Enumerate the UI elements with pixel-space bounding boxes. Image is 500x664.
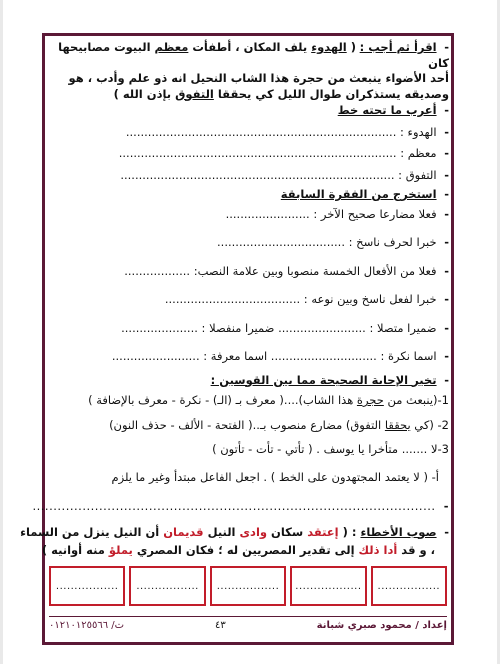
worksheet-content bbox=[20, 40, 449, 559]
footer-author bbox=[317, 620, 447, 631]
underlined-hodoo: الهدوء bbox=[311, 40, 347, 54]
passage-line-3: وصديقه يستذكران طوال الليل كي يحققا التفوق بإذن الله ) bbox=[113, 86, 449, 101]
extract-section-title: استخرج من الفقرة السابقة bbox=[280, 187, 437, 201]
footer-phone: ت/ ٠١٢١٠١٢٥٥٦٦ bbox=[49, 619, 125, 631]
answer-box[interactable]: ................. bbox=[49, 566, 125, 606]
answer-box[interactable]: ................. bbox=[371, 566, 447, 606]
extract-item: - خبرا لحرف ناسخ : ................................... bbox=[217, 235, 449, 249]
extract-section-title-row: - استخرج من الفقرة السابقة bbox=[280, 187, 449, 201]
parse-section-title-row: - أعرب ما تحته خط bbox=[337, 103, 449, 117]
parse-item: - الهدوء : .......................................................................... bbox=[125, 124, 449, 139]
choose-question-2: 2- (كي يحققا التفوق) مضارع منصوب بـ..( الفتحة - الألف - حذف النون) bbox=[109, 417, 449, 432]
choose-section-title: تخير الإجابة الصحيحة مما بين القوسين : bbox=[210, 372, 437, 387]
extract-item: - فعلا من الأفعال الخمسة منصوبا وبين علامة النصب: .................. bbox=[124, 263, 449, 278]
underlined-tafawoq: التفوق bbox=[175, 86, 214, 101]
parse-section-title: أعرب ما تحته خط bbox=[337, 103, 437, 117]
page-footer bbox=[49, 616, 447, 633]
extract-item: - ضميرا متصلا : ........................ ضميرا منفصلا : ..................... bbox=[121, 320, 449, 335]
parse-item: - معظم : ............................................................................ bbox=[118, 146, 449, 160]
extract-item: - خبرا لفعل ناسخ وبين نوعه : ..................................... bbox=[164, 292, 449, 306]
answer-box[interactable]: .................. bbox=[290, 566, 366, 606]
worksheet-page bbox=[3, 0, 497, 664]
answer-box[interactable]: ................. bbox=[210, 566, 286, 606]
parse-item: - التفوق : ........................................................................... bbox=[120, 167, 449, 182]
passage-lead: اقرأ ثم أجب : bbox=[359, 40, 437, 54]
passage-line-2: أحد الأضواء ينبعث من حجرة هذا الشاب النحيل انه ذو علم وأدب ، هو bbox=[68, 71, 449, 85]
extract-item: - اسما نكرة : ............................. اسما معرفة : ........................ bbox=[111, 349, 449, 363]
transform-question: أ- ( لا يعتمد المجتهدون على الخط ) . اجعل الفاعل مبتدأ وغير ما يلزم bbox=[111, 469, 439, 484]
correct-errors-line-1: - صوب الأخطاء : ( إعتقد سكان وادى النيل قديمان أن النيل ينزل من السماء bbox=[20, 524, 449, 539]
transform-answer-line: - ................................................................................................. bbox=[32, 499, 449, 513]
correct-section-title: صوب الأخطاء bbox=[360, 524, 437, 539]
footer-prepared-label: إعداد bbox=[422, 619, 447, 631]
answer-boxes bbox=[49, 566, 447, 606]
underlined-moazam: معظم bbox=[154, 40, 189, 54]
footer-author-name: / محمود صبري شبانة bbox=[316, 619, 419, 631]
correct-errors-line-2: ، و قد أدا ذلك إلى تقدير المصريين له ؛ فكان المصري يملؤ منه أوانيه ) bbox=[41, 543, 435, 557]
passage-line-1: - اقرأ ثم أجب : ( الهدوء يلف المكان ، أطفأت معظم البيوت مصابيحها كان bbox=[58, 40, 449, 70]
extract-item: - فعلا مضارعا صحيح الآخر : ....................... bbox=[225, 206, 449, 221]
choose-question-3: 3-لا ....... متأخرا يا يوسف . ( تأتي - تأت - تأتون ) bbox=[212, 442, 449, 456]
answer-box[interactable]: ................. bbox=[129, 566, 205, 606]
choose-section-title-row: - تخير الإجابة الصحيحة مما بين القوسين : bbox=[210, 372, 449, 387]
footer-page-number: ٤٣ bbox=[214, 619, 226, 631]
choose-question-1: 1-(ينبعث من حجرة هذا الشاب)....( معرف بـ (الـ) - نكرة - معرف بالإضافة ) bbox=[88, 393, 449, 407]
